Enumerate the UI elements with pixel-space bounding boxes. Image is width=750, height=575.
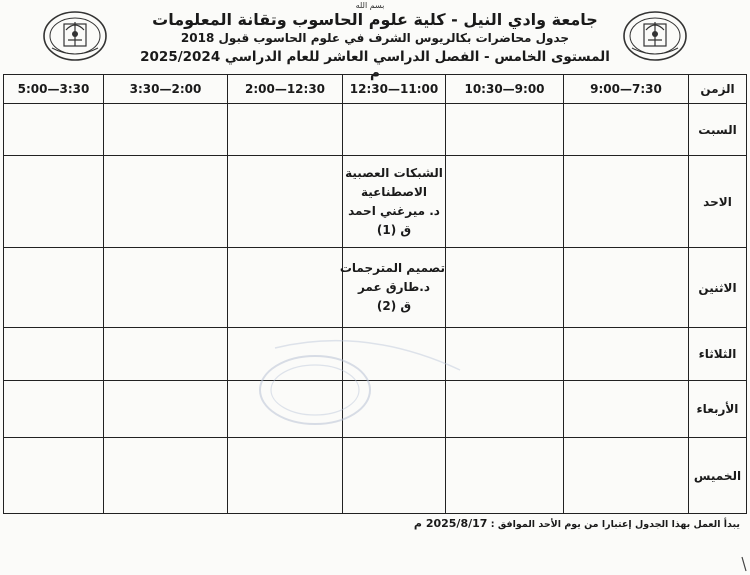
empty-cell: [104, 438, 228, 514]
schedule-table: [3, 74, 747, 514]
day-label: الاثنين: [689, 248, 747, 328]
empty-cell: [228, 104, 343, 156]
course-lecturer: د. ميرغني احمد: [348, 203, 440, 218]
empty-cell: [564, 438, 689, 514]
time-slot-header: 3:30—2:00: [104, 75, 228, 104]
program-title: جدول محاضرات بكالريوس الشرف في علوم الحاسوب قبول 2018: [180, 31, 570, 45]
effective-date-text: يبدأ العمل بهذا الجدول إعتبارا من يوم الأحد الموافق :: [490, 519, 740, 530]
effective-date-note: [250, 517, 740, 530]
time-header-row: [4, 75, 747, 104]
corner-time-label: الزمن: [689, 75, 747, 104]
empty-cell: [343, 104, 446, 156]
day-label: الاحد: [689, 156, 747, 248]
course-title: تصميم المترجمات: [339, 261, 445, 275]
course-room: ق (2): [376, 299, 412, 313]
day-row-saturday: [4, 104, 747, 156]
university-logo-right: [622, 10, 688, 62]
day-row-monday: [4, 248, 747, 328]
course-room: ق (1): [376, 222, 412, 237]
empty-cell: [228, 438, 343, 514]
course-lecturer: د.طارق عمر: [357, 280, 431, 294]
time-slot-header: 9:00—7:30: [564, 75, 689, 104]
time-slot-header: 2:00—12:30: [228, 75, 343, 104]
empty-cell: [564, 248, 689, 328]
empty-cell: [228, 156, 343, 248]
empty-cell: [104, 328, 228, 381]
empty-cell: [104, 248, 228, 328]
empty-cell: [564, 104, 689, 156]
day-label: الأربعاء: [689, 381, 747, 438]
empty-cell: [4, 248, 104, 328]
day-label: السبت: [689, 104, 747, 156]
course-title-cont: الاصطناعية: [360, 184, 428, 199]
course-cell-neural-networks: [343, 156, 446, 248]
effective-date-value: 2025/8/17 م: [413, 517, 488, 530]
term-title: المستوى الخامس - الفصل الدراسي العاشر للعام الدراسي 2025/2024 م: [140, 49, 610, 81]
corner-mark: [740, 555, 748, 573]
empty-cell: [228, 248, 343, 328]
empty-cell: [4, 156, 104, 248]
empty-cell: [4, 104, 104, 156]
empty-cell: [104, 381, 228, 438]
empty-cell: [446, 104, 564, 156]
time-slot-header: 5:00—3:30: [4, 75, 104, 104]
day-row-thursday: [4, 438, 747, 514]
empty-cell: [446, 248, 564, 328]
day-row-sunday: [4, 156, 747, 248]
day-label: الثلاثاء: [689, 328, 747, 381]
empty-cell: [564, 381, 689, 438]
empty-cell: [4, 438, 104, 514]
time-slot-header: 10:30—9:00: [446, 75, 564, 104]
empty-cell: [104, 156, 228, 248]
empty-cell: [4, 381, 104, 438]
empty-cell: [564, 156, 689, 248]
empty-cell: [446, 156, 564, 248]
empty-cell: [446, 438, 564, 514]
empty-cell: [564, 328, 689, 381]
course-cell-compiler-design: [339, 248, 446, 328]
day-label: الخميس: [689, 438, 747, 514]
empty-cell: [4, 328, 104, 381]
university-logo-left: [42, 10, 108, 62]
empty-cell: [343, 438, 446, 514]
basmala-text: بسم الله: [355, 1, 385, 10]
university-title: جامعة وادي النيل - كلية علوم الحاسوب وتقانة المعلومات: [152, 10, 598, 29]
empty-cell: [104, 104, 228, 156]
course-title: الشبكات العصبية: [345, 165, 443, 180]
time-slot-header: 12:30—11:00: [343, 75, 446, 104]
faint-stamp: [255, 330, 465, 425]
